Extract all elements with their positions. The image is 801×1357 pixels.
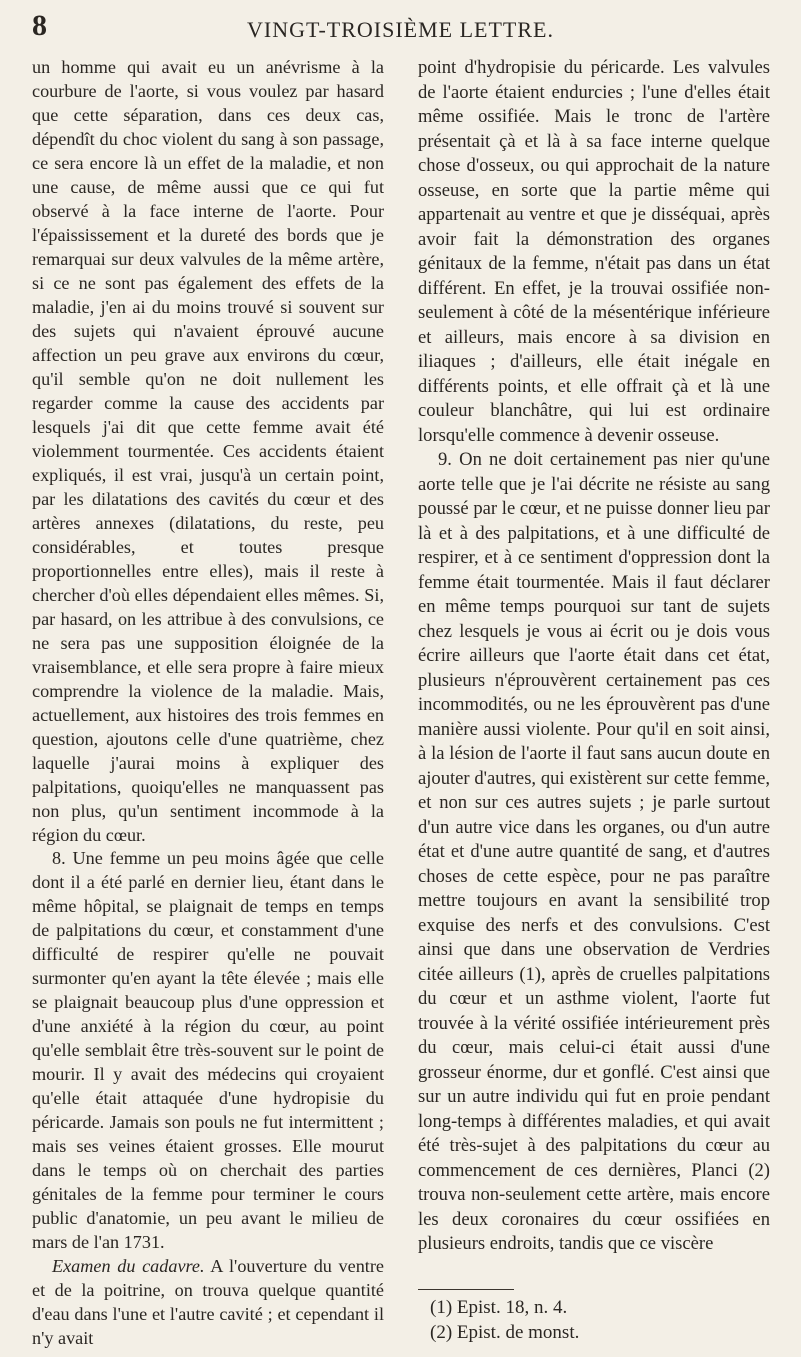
- running-head: VINGT-TROISIÈME LETTRE.: [247, 17, 554, 42]
- paragraph-8: 8. Une femme un peu moins âgée que celle dont il a été parlé en dernier lieu, étant dans le même hôpital, se plaignait de temps en temps de palpitations du cœur, et constamment d'une difficulté de respirer qu'elle ne pouvait surmonter qu'en ayant la tête élevée ; mais elle se plaignait beaucoup plus d'une oppression et d'une anxiété à la région du cœur, au point qu'elle semblait être très-souvent sur le point de mourir. Il y avait des médecins qui croyaient qu'elle était attaquée d'une hydropisie du péricarde. Jamais son pouls ne fut intermittent ; mais ses veines étaient grosses. Elle mourut dans le temps où on cherchait des parties génitales de la femme pour terminer le cours public d'anatomie, un peu avant le milieu de mars de l'an 1731.: [32, 848, 384, 1253]
- paragraph-continued-right: point d'hydropisie du péricarde. Les valvules de l'aorte étaient endurcies ; l'une d'elles était même ossifiée. Mais le tronc de l'artère présentait çà et là à sa face interne quelque chose d'osseux, ou qui approchait de la nature osseuse, en sorte que la partie même qui appartenait au ventre et que je disséquai, après avoir fait la démonstration des organes génitaux de la femme, n'était pas dans un état différent. En effet, je la trouvai ossifiée non-seulement à côté de la mésentérique inférieure et ailleurs, mais encore à sa division en iliaques ; d'ailleurs, elle était inégale en différents points, et elle offrait çà et là une couleur blanchâtre, qui lui est ordinaire lorsqu'elle commence à devenir osseuse.: [418, 57, 770, 446]
- right-column: [418, 56, 770, 1257]
- paragraph-examen: [32, 1255, 384, 1351]
- paragraph-examen-text: A l'ouverture du ventre et de la poitrine, on trouva quelque quantité d'eau dans l'une et l'autre cavité ; et cependant il n'y avait: [32, 1256, 384, 1349]
- paragraph-continued: un homme qui avait eu un anévrisme à la courbure de l'aorte, si vous voulez par hasard que cette séparation, dans ces deux cas, dépendît du choc violent du sang à son passage, ce sera encore là un effet de la maladie, et non une cause, de même aussi que ce qui fut observé à la face interne de l'aorte. Pour l'épaississement et la dureté des bords que je remarquai sur deux valvules de la même artère, si ce ne sont pas également des effets de la maladie, j'en ai du moins trouvé si souvent sur des sujets qui n'avaient éprouvé aucune affection un peu grave aux environs du cœur, qu'il semble qu'on ne doit nullement les regarder comme la cause des accidents par lesquels j'ai dit que cette femme avait été violemment tourmentée. Ces accidents étaient expliqués, il est vrai, jusqu'à un certain point, par les dilatations des cavités du cœur et des artères annexes (dilatations, du reste, peu considérables, et toutes presque proportionnelles entre elles), mais il reste à chercher d'où elles dépendaient elles mêmes. Si, par hasard, on les attribue à des convulsions, ce ne sera pas une supposition éloignée de la vraisemblance, et elle sera propre à faire mieux comprendre la violence de la maladie. Mais, actuellement, aux histoires des trois femmes en question, ajoutons celle d'une quatrième, chez laquelle j'aurai moins à expliquer des palpitations, quoiqu'elles ne manquassent pas non plus, qu'un sentiment incommode à la région du cœur.: [32, 57, 384, 845]
- paragraph-9: 9. On ne doit certainement pas nier qu'une aorte telle que je l'ai décrite ne résiste au sang poussé par le cœur, et ne puisse donner lieu par là et à des palpitations, et à une difficulté de respirer, et à ce sentiment d'oppression dont la femme était tourmentée. Mais il faut déclarer en même temps pourquoi sur tant de sujets chez lesquels je vous ai écrit ou je dois vous écrire ailleurs que l'aorte était dans cet état, plusieurs n'éprouvèrent certainement pas ces incommodités, ou ne les éprouvèrent pas d'une manière aussi violente. Pour qu'il en soit ainsi, à la lésion de l'aorte il faut sans aucun doute en ajouter d'autres, qui existèrent sur cette femme, et non sur ces autres sujets ; je parle surtout d'un autre vice dans les organes, ou d'un autre état et d'une autre quantité de sang, et d'autres choses de cette espèce, pour ne pas paraître mettre toujours en avant la sensibilité trop exquise des nerfs et des convulsions. C'est ainsi que dans une observation de Verdries citée ailleurs (1), après de cruelles palpitations du cœur et un asthme violent, l'aorte fut trouvée à la vérité ossifiée intérieurement près du cœur, mais celui-ci était aussi d'une grosseur énorme, dur et gonflé. C'est ainsi que sur un autre individu qui fut en proie pendant long-temps à différentes maladies, et qui avait été très-sujet à des palpitations du cœur au commencement de ces dernières, Planci (2) trouva non-seulement cette artère, mais encore les deux coronaires du cœur ossifiées en plusieurs endroits, tandis que ce viscère: [418, 449, 770, 1254]
- page-number: 8: [32, 9, 47, 42]
- footnote-2: (2) Epist. de monst.: [430, 1322, 580, 1343]
- left-column: [32, 56, 384, 1351]
- section-heading-italic: Examen du cadavre.: [52, 1256, 205, 1277]
- footnote-1: (1) Epist. 18, n. 4.: [430, 1297, 568, 1318]
- footnotes: [418, 1295, 770, 1345]
- footnote-rule: [418, 1289, 514, 1290]
